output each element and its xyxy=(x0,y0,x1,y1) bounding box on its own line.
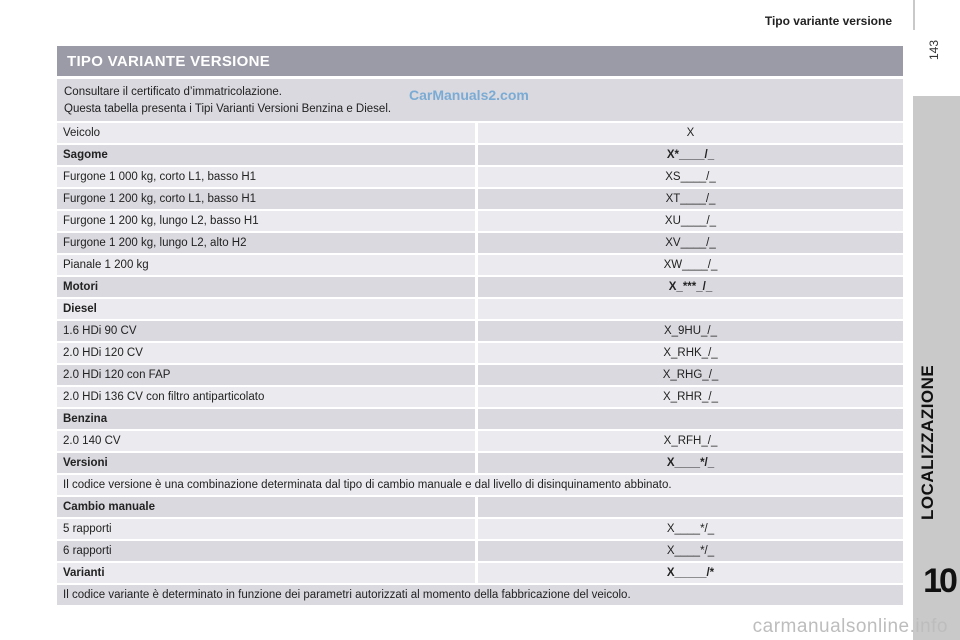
row-label: Benzina xyxy=(57,409,475,429)
row-label: Furgone 1 200 kg, lungo L2, basso H1 xyxy=(57,211,475,231)
table-row xyxy=(57,563,903,583)
row-code: X_RHK_/_ xyxy=(478,343,903,363)
row-code: X*____/_ xyxy=(478,145,903,165)
chapter-number: 10 xyxy=(923,562,955,600)
row-label: Veicolo xyxy=(57,123,475,143)
intro-box xyxy=(57,79,903,121)
row-code: X____*/_ xyxy=(478,519,903,539)
running-header: Tipo variante versione xyxy=(764,14,892,28)
intro-line-2: Questa tabella presenta i Tipi Varianti Versioni Benzina e Diesel. xyxy=(64,103,392,115)
row-label: Cambio manuale xyxy=(57,497,475,517)
row-label: 6 rapporti xyxy=(57,541,475,561)
version-type-section xyxy=(57,46,903,605)
footer-watermark[interactable]: carmanualsonline.info xyxy=(752,616,948,637)
row-code: X_RFH_/_ xyxy=(478,431,903,451)
table-row xyxy=(57,145,903,165)
table-row xyxy=(57,123,903,143)
row-code: XV____/_ xyxy=(478,233,903,253)
row-code: X xyxy=(478,123,903,143)
row-code: X____*/_ xyxy=(478,453,903,473)
table-row xyxy=(57,541,903,561)
row-code: X_9HU_/_ xyxy=(478,321,903,341)
table-row xyxy=(57,167,903,187)
table-row xyxy=(57,387,903,407)
table-row xyxy=(57,519,903,539)
row-code xyxy=(478,409,903,429)
header-divider xyxy=(913,0,915,30)
row-code xyxy=(478,299,903,319)
table-row xyxy=(57,343,903,363)
chapter-title: LOCALIZZAZIONE xyxy=(918,364,937,520)
table-row xyxy=(57,431,903,451)
row-code: X_____/* xyxy=(478,563,903,583)
row-label: Furgone 1 200 kg, lungo L2, alto H2 xyxy=(57,233,475,253)
row-label: Motori xyxy=(57,277,475,297)
row-code xyxy=(478,497,903,517)
site-watermark[interactable]: CarManuals2.com xyxy=(409,87,529,103)
intro-line-1: Consultare il certificato d’immatricolazione. xyxy=(64,86,282,98)
table-row xyxy=(57,585,903,605)
row-label: 5 rapporti xyxy=(57,519,475,539)
table-row xyxy=(57,233,903,253)
row-label: 1.6 HDi 90 CV xyxy=(57,321,475,341)
table-row xyxy=(57,277,903,297)
row-label: Versioni xyxy=(57,453,475,473)
page-number: 143 xyxy=(927,39,941,60)
table-row xyxy=(57,299,903,319)
row-label: 2.0 140 CV xyxy=(57,431,475,451)
row-code: XU____/_ xyxy=(478,211,903,231)
row-code: X____*/_ xyxy=(478,541,903,561)
table-row xyxy=(57,453,903,473)
row-label: 2.0 HDi 120 CV xyxy=(57,343,475,363)
row-label: 2.0 HDi 120 con FAP xyxy=(57,365,475,385)
row-label: Il codice versione è una combinazione determinata dal tipo di cambio manuale e dal livello di disinquinamento abbinato. xyxy=(57,475,903,495)
table-row xyxy=(57,365,903,385)
row-label: Sagome xyxy=(57,145,475,165)
table-row xyxy=(57,189,903,209)
row-label: Pianale 1 200 kg xyxy=(57,255,475,275)
row-label: Il codice variante è determinato in funzione dei parametri autorizzati al momento della fabbricazione del veicolo. xyxy=(57,585,903,605)
table-row xyxy=(57,211,903,231)
row-code: X_RHR_/_ xyxy=(478,387,903,407)
table-row xyxy=(57,321,903,341)
row-code: XT____/_ xyxy=(478,189,903,209)
row-label: Diesel xyxy=(57,299,475,319)
row-label: Furgone 1 200 kg, corto L1, basso H1 xyxy=(57,189,475,209)
row-label: Varianti xyxy=(57,563,475,583)
row-code: XW____/_ xyxy=(478,255,903,275)
section-title: TIPO VARIANTE VERSIONE xyxy=(57,46,903,76)
row-code: X_***_/_ xyxy=(478,277,903,297)
row-code: XS____/_ xyxy=(478,167,903,187)
row-label: 2.0 HDi 136 CV con filtro antiparticolato xyxy=(57,387,475,407)
row-code: X_RHG_/_ xyxy=(478,365,903,385)
row-label: Furgone 1 000 kg, corto L1, basso H1 xyxy=(57,167,475,187)
table-row xyxy=(57,497,903,517)
table-row xyxy=(57,409,903,429)
table-row xyxy=(57,475,903,495)
table-row xyxy=(57,255,903,275)
variant-table xyxy=(57,123,903,605)
